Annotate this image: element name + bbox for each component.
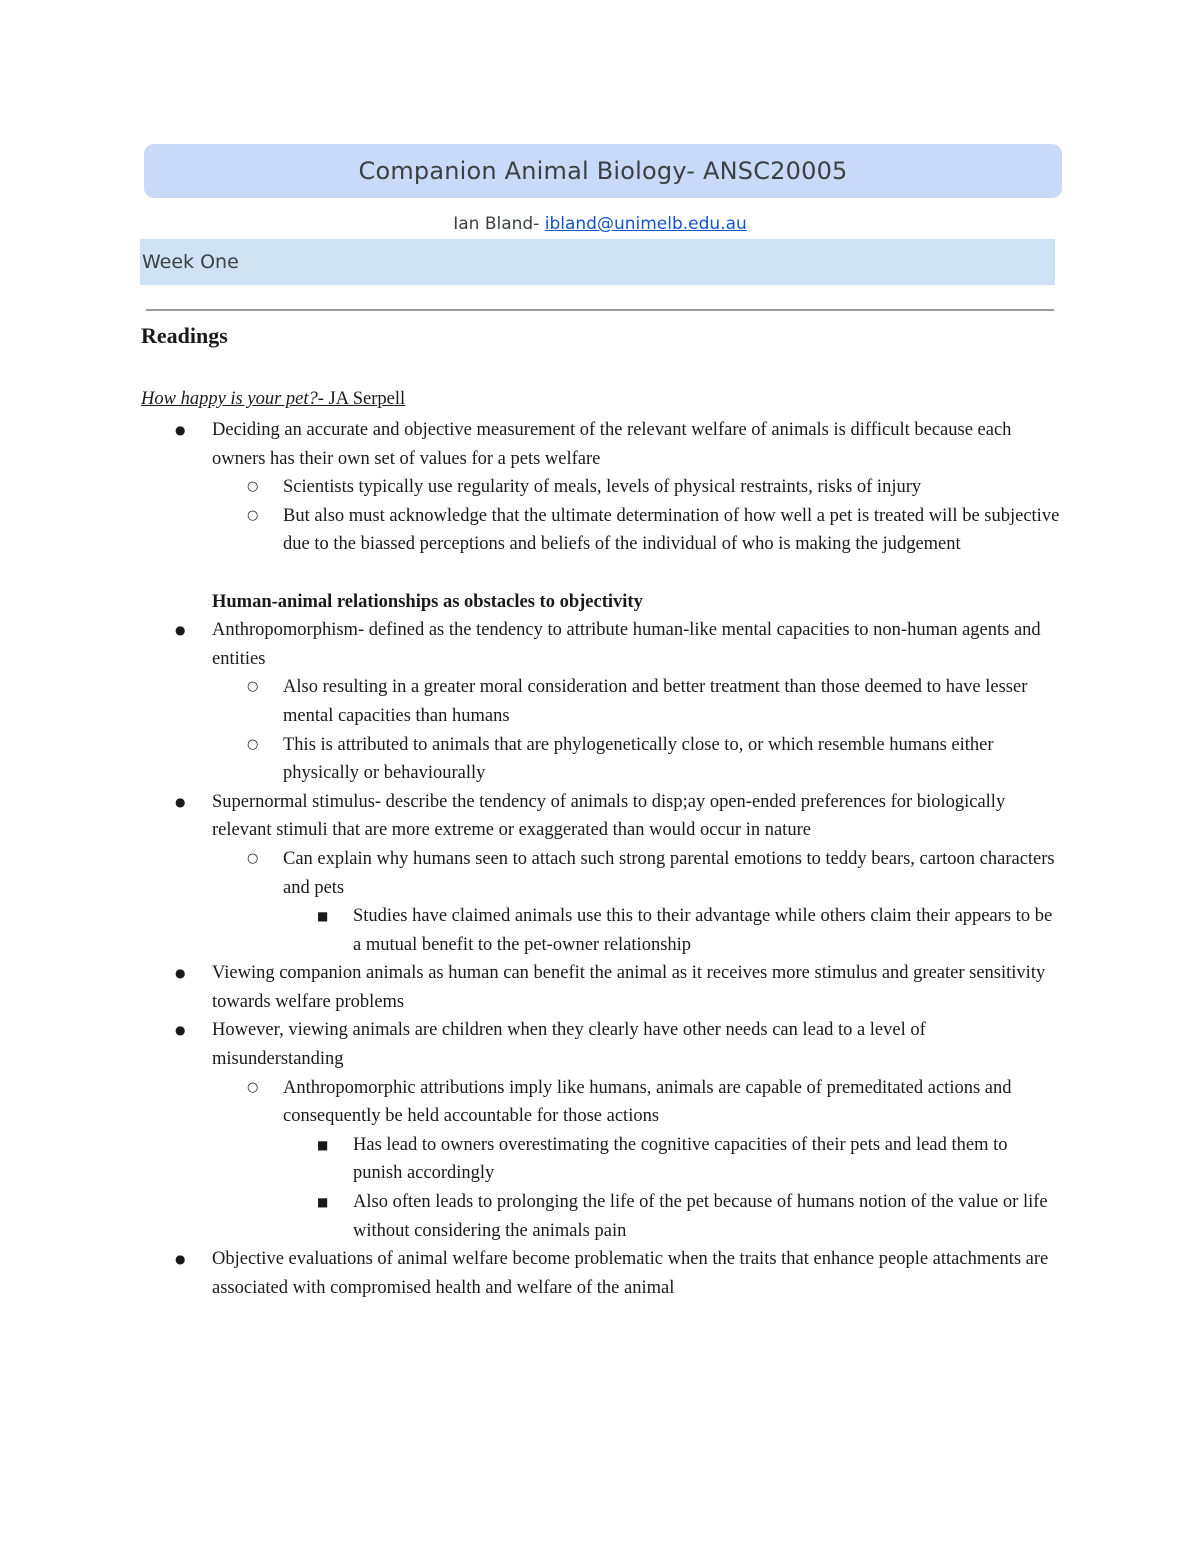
list-item-text: Has lead to owners overestimating the cognitive capacities of their pets and lead them to punish accordingly	[353, 1134, 1008, 1184]
list-item	[0, 731, 1060, 788]
list-item-text: But also must acknowledge that the ultimate determination of how well a pet is treated will be subjective due to the biassed perceptions and beliefs of the individual of who is making the judgement	[283, 505, 1060, 555]
bullet-square-icon: ■	[317, 1195, 329, 1210]
list-item	[0, 1188, 1060, 1245]
bullet-circle-icon: ○	[247, 507, 259, 523]
document-title: Companion Animal Biology- ANSC20005	[358, 157, 848, 185]
list-item	[0, 788, 1060, 845]
list-item	[0, 959, 1060, 1016]
list-item-text: Also often leads to prolonging the life of the pet because of humans notion of the value or life without considering the animals pain	[353, 1192, 1048, 1241]
list-item-text: Studies have claimed animals use this to their advantage while others claim their appears to be a mutual benefit to the pet-owner relationship	[353, 906, 1053, 955]
subheading: Human-animal relationships as obstacles to objectivity	[212, 591, 643, 612]
bullet-square-icon: ■	[317, 909, 329, 924]
bullet-disc-icon: ●	[175, 794, 186, 809]
list-item	[0, 416, 1060, 473]
list-item	[0, 1245, 1060, 1302]
bullet-disc-icon: ●	[175, 1023, 186, 1038]
bullet-circle-icon: ○	[247, 736, 259, 752]
list-item	[0, 673, 1060, 730]
list-item-text: Deciding an accurate and objective measurement of the relevant welfare of animals is difficult because each owners has their own set of values for a pets welfare	[212, 420, 1012, 469]
week-banner	[140, 239, 1055, 285]
blank-line	[0, 559, 1200, 588]
list-item-text: Viewing companion animals as human can benefit the animal as it receives more stimulus and greater sensitivity towards welfare problems	[212, 963, 1046, 1012]
horizontal-divider	[146, 309, 1054, 311]
list-item	[0, 473, 1060, 502]
bullet-circle-icon: ○	[247, 850, 259, 866]
list-item	[0, 845, 1060, 902]
list-item-text: Can explain why humans seen to attach such strong parental emotions to teddy bears, cartoon characters and pets	[283, 848, 1055, 898]
list-item-text: Objective evaluations of animal welfare become problematic when the traits that enhance people attachments are associated with compromised health and welfare of the animal	[212, 1249, 1049, 1298]
notes-content	[0, 416, 1200, 1302]
list-item	[0, 1074, 1060, 1131]
list-item-text: Supernormal stimulus- describe the tendency of animals to disp;ay open-ended preferences for biologically relevant stimuli that are more extreme or exaggerated than would occur in nature	[212, 791, 1006, 841]
list-item	[0, 902, 1060, 959]
bullet-square-icon: ■	[317, 1137, 329, 1152]
list-item-text: This is attributed to animals that are phylogenetically close to, or which resemble humans either physically or behaviourally	[283, 734, 994, 784]
bullet-disc-icon: ●	[175, 966, 186, 981]
list-item-text: However, viewing animals are children when they clearly have other needs can lead to a level of misunderstanding	[212, 1020, 926, 1070]
list-item	[0, 1131, 1060, 1188]
list-item-text: Also resulting in a greater moral consideration and better treatment than those deemed to have lesser mental capacities than humans	[283, 677, 1028, 726]
bullet-circle-icon: ○	[247, 479, 259, 495]
reading-author: - JA Serpell	[317, 389, 406, 409]
list-item	[0, 616, 1060, 673]
reading-title	[141, 389, 405, 410]
author-email-link[interactable]: ibland@unimelb.edu.au	[544, 214, 747, 234]
bullet-circle-icon: ○	[247, 1079, 259, 1095]
author-line	[0, 214, 1200, 234]
bullet-circle-icon: ○	[247, 679, 259, 695]
week-label: Week One	[142, 251, 239, 273]
title-banner	[144, 144, 1062, 198]
list-item	[0, 1016, 1060, 1073]
list-item-text: Anthropomorphism- defined as the tendency to attribute human-like mental capacities to non-human agents and entities	[212, 620, 1041, 669]
bullet-disc-icon: ●	[175, 1252, 186, 1267]
bullet-disc-icon: ●	[175, 423, 186, 437]
author-name: Ian Bland-	[453, 214, 545, 234]
bullet-disc-icon: ●	[175, 623, 186, 638]
list-item	[0, 502, 1060, 559]
list-item-text: Scientists typically use regularity of meals, levels of physical restraints, risks of injury	[283, 477, 922, 498]
reading-title-text: How happy is your pet?	[141, 389, 318, 409]
list-item-text: Anthropomorphic attributions imply like humans, animals are capable of premeditated actions and consequently be held accountable for those actions	[283, 1077, 1012, 1127]
section-heading: Readings	[141, 323, 228, 348]
